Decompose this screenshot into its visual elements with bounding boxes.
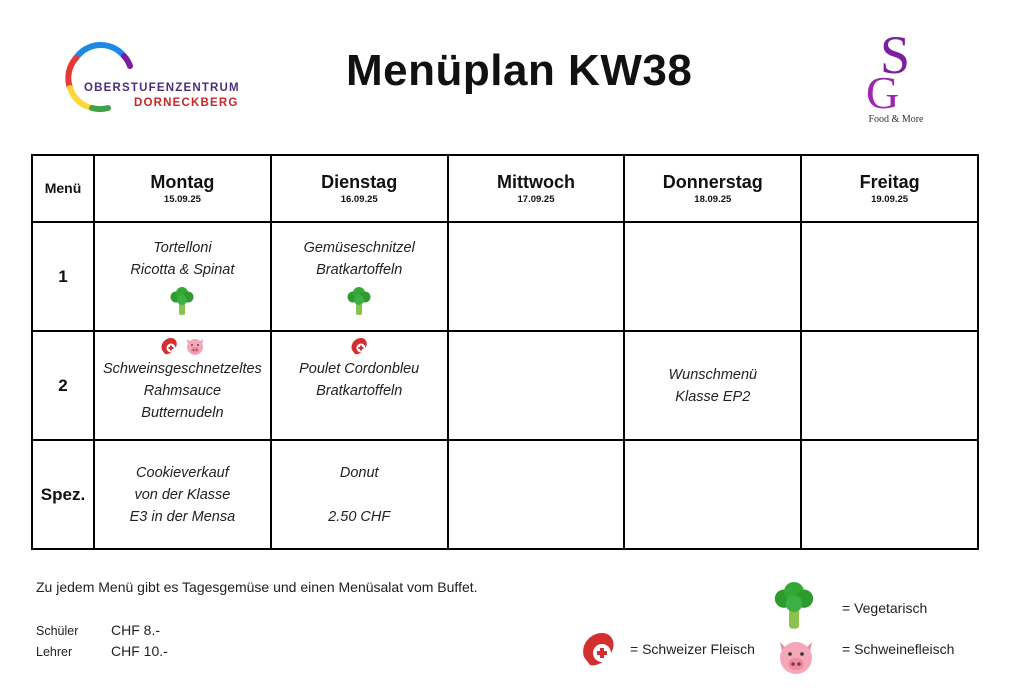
day-header <box>801 155 978 222</box>
menu-cell <box>94 222 271 331</box>
broccoli-icon <box>170 287 194 317</box>
day-date: 15.09.25 <box>163 193 201 205</box>
menu-cell <box>271 222 448 331</box>
dish-line: Klasse EP2 <box>675 388 751 405</box>
day-name: Mittwoch <box>496 171 575 192</box>
day-header <box>94 155 271 222</box>
menu-cell <box>801 222 978 331</box>
price-label: Schüler <box>36 624 79 638</box>
row-label-cell <box>32 331 94 440</box>
dish-line <box>272 484 447 506</box>
swiss-meat-icon <box>159 336 179 356</box>
pig-icon <box>184 336 206 356</box>
day-date: 16.09.25 <box>340 193 378 205</box>
dish-line: Bratkartoffeln <box>316 383 403 399</box>
day-date: 17.09.25 <box>517 193 555 205</box>
caterer-logo-tagline: Food & More <box>868 114 924 125</box>
broccoli-icon <box>770 582 818 632</box>
pig-icon <box>774 636 818 676</box>
menu-cell <box>448 222 625 331</box>
menu-cell <box>624 222 801 331</box>
side-dish-note: Zu jedem Menü gibt es Tagesgemüse und einen Menüsalat vom Buffet. <box>36 579 478 595</box>
school-logo-line2: DORNECKBERG <box>134 97 239 109</box>
diet-icons <box>272 334 447 358</box>
table-row <box>32 331 978 440</box>
menu-cell <box>801 440 978 549</box>
diet-icons <box>95 287 270 317</box>
menu-cell <box>448 440 625 549</box>
menu-cell <box>448 331 625 440</box>
dish-line: Wunschmenü <box>668 366 758 383</box>
dish-line: Gemüseschnitzel <box>303 239 415 256</box>
menu-cell <box>271 440 448 549</box>
menu-table <box>31 154 979 550</box>
dish-line: von der Klasse <box>134 486 231 503</box>
price-value: CHF 10.- <box>111 643 168 659</box>
menu-column-header <box>32 155 94 222</box>
menu-cell <box>624 331 801 440</box>
caterer-logo-letter-g: G <box>866 67 900 118</box>
menu-cell <box>94 331 271 440</box>
day-date: 18.09.25 <box>694 193 732 205</box>
row-label: 2 <box>58 375 68 395</box>
legend-vegetarian: = Vegetarisch <box>842 600 928 616</box>
broccoli-icon <box>347 287 371 317</box>
dish-line: Rahmsauce <box>143 383 222 399</box>
diet-icons <box>272 287 447 317</box>
table-row <box>32 440 978 549</box>
day-name: Dienstag <box>321 171 398 192</box>
day-date: 19.09.25 <box>871 193 909 205</box>
day-name: Freitag <box>859 171 920 192</box>
dish-line: Tortelloni <box>153 239 212 256</box>
dish-line: Poulet Cordonbleu <box>299 361 420 377</box>
row-label: Spez. <box>40 484 86 504</box>
legend-swiss-meat: = Schweizer Fleisch <box>630 641 755 657</box>
menu-cell <box>94 440 271 549</box>
page-title: Menüplan KW38 <box>346 46 693 95</box>
row-label: 1 <box>58 266 68 286</box>
row-label-cell <box>32 440 94 549</box>
dish-line: Bratkartoffeln <box>316 261 403 278</box>
menu-cell <box>624 440 801 549</box>
dish-line: E3 in der Mensa <box>129 508 236 525</box>
menu-header-label: Menü <box>44 179 82 196</box>
menu-cell <box>801 331 978 440</box>
row-label-cell <box>32 222 94 331</box>
menu-cell <box>271 331 448 440</box>
price-label: Lehrer <box>36 645 73 659</box>
caterer-logo <box>860 25 932 132</box>
caterer-logo-letters: S <box>880 25 911 85</box>
school-logo <box>62 40 242 118</box>
school-logo-line1: OBERSTUFENZENTRUM <box>84 82 240 94</box>
day-name: Montag <box>150 171 215 192</box>
dish-line: Schweinsgeschnetzeltes <box>103 361 262 377</box>
legend-pork: = Schweinefleisch <box>842 641 955 657</box>
swiss-meat-icon <box>578 628 618 670</box>
day-name: Donnerstag <box>662 171 763 192</box>
dish-line: 2.50 CHF <box>328 508 391 525</box>
swiss-meat-icon <box>349 336 369 356</box>
dish-line: Donut <box>339 464 379 481</box>
day-header <box>271 155 448 222</box>
diet-icons <box>95 334 270 358</box>
dish-line: Butternudeln <box>141 405 224 421</box>
table-header-row <box>32 155 978 222</box>
price-value: CHF 8.- <box>111 622 160 638</box>
dish-line: Cookieverkauf <box>136 464 229 481</box>
day-header <box>448 155 625 222</box>
table-row <box>32 222 978 331</box>
day-header <box>624 155 801 222</box>
dish-line: Ricotta & Spinat <box>130 261 235 278</box>
school-logo-ring-icon <box>62 40 142 114</box>
